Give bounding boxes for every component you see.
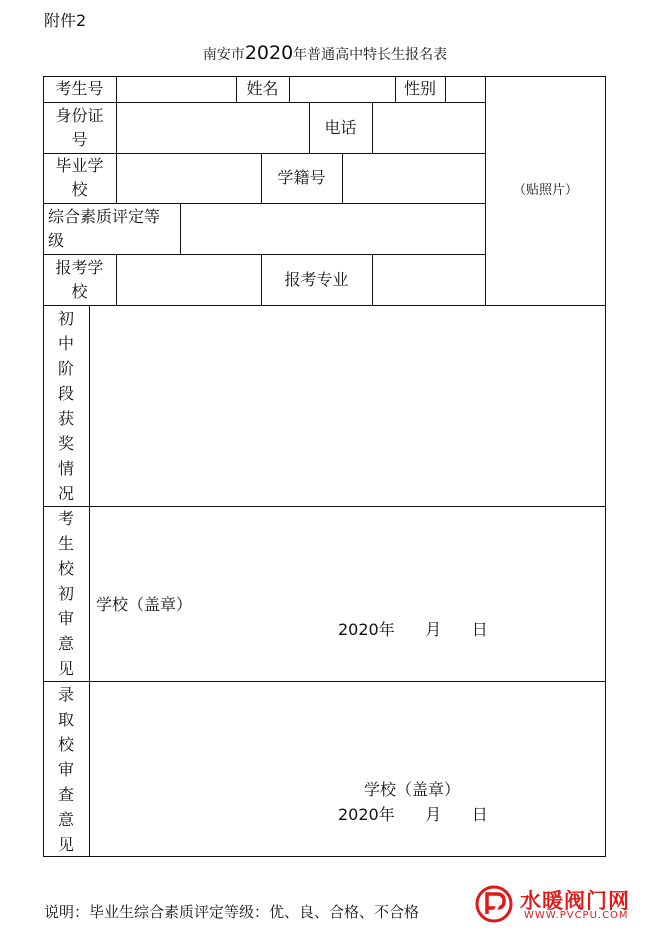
admission-review-label-char: 见 bbox=[57, 835, 74, 854]
grid-line bbox=[116, 102, 117, 153]
awards-label-char: 初 bbox=[57, 309, 74, 328]
school-review-date: 2020年 月 日 bbox=[338, 620, 488, 639]
name-label: 姓名 bbox=[246, 79, 279, 98]
admission-review-label bbox=[43, 682, 89, 857]
admission-review-label-char: 取 bbox=[57, 710, 74, 729]
awards-label-char: 奖 bbox=[57, 434, 74, 453]
title-year: 2020 bbox=[244, 42, 294, 64]
title-prefix: 南安市 bbox=[202, 47, 245, 63]
school-review-label-char: 考 bbox=[57, 509, 74, 528]
photo-placeholder: （贴照片） bbox=[512, 182, 578, 198]
grid-line bbox=[180, 203, 181, 254]
title-suffix: 年普通高中特长生报名表 bbox=[293, 47, 448, 63]
admission-review-date: 2020年 月 日 bbox=[338, 805, 488, 824]
graduation-school-label-line1: 毕业学 bbox=[55, 156, 104, 175]
footer-note: 说明：毕业生综合素质评定等级：优、良、合格、不合格 bbox=[44, 903, 420, 921]
graduation-school-label bbox=[43, 153, 116, 203]
id-number-label-line2: 号 bbox=[71, 129, 88, 149]
awards-label-char: 情 bbox=[57, 459, 74, 478]
grid-line bbox=[43, 681, 606, 682]
grid-line bbox=[372, 254, 373, 305]
grid-line bbox=[445, 76, 446, 102]
admission-review-seal: 学校（盖章） bbox=[364, 780, 461, 799]
phone-label: 电话 bbox=[324, 117, 357, 137]
quality-rating-label-line2: 级 bbox=[48, 230, 65, 250]
school-review-label bbox=[43, 506, 89, 681]
id-number-label bbox=[43, 102, 116, 153]
watermark-url: WWW.PVCPU.COM bbox=[524, 910, 629, 921]
school-review-label-char: 意 bbox=[57, 634, 74, 653]
grid-line bbox=[342, 153, 343, 203]
attachment-label: 附件2 bbox=[44, 11, 87, 30]
applied-school-label-line1: 报考学 bbox=[55, 257, 104, 277]
grid-line bbox=[372, 102, 373, 153]
id-number-label-line1: 身份证 bbox=[55, 105, 104, 125]
admission-review-label-char: 校 bbox=[57, 735, 74, 754]
school-review-label-char: 生 bbox=[57, 534, 74, 553]
grid-line bbox=[43, 305, 606, 306]
form-title bbox=[0, 42, 650, 64]
school-review-label-char: 见 bbox=[57, 659, 74, 678]
registration-form-table bbox=[43, 76, 606, 857]
watermark-logo-icon bbox=[472, 883, 516, 925]
school-review-seal: 学校（盖章） bbox=[96, 595, 193, 614]
admission-review-label-char: 录 bbox=[57, 685, 74, 704]
gender-label: 性别 bbox=[403, 79, 436, 98]
student-registry-number-label: 学籍号 bbox=[277, 168, 326, 187]
applied-major-label: 报考专业 bbox=[284, 269, 349, 289]
school-review-label-char: 校 bbox=[57, 559, 74, 578]
awards-label bbox=[43, 306, 89, 506]
awards-label-char: 获 bbox=[57, 409, 74, 428]
watermark-text: 水暖阀门网 bbox=[520, 889, 630, 913]
school-review-label-char: 审 bbox=[57, 609, 74, 628]
grid-line bbox=[116, 153, 117, 203]
awards-label-char: 况 bbox=[57, 484, 74, 503]
awards-label-char: 段 bbox=[57, 384, 74, 403]
grid-line bbox=[116, 76, 117, 102]
grid-line bbox=[43, 506, 606, 507]
applied-school-label-line2: 校 bbox=[71, 281, 88, 301]
grid-line bbox=[116, 254, 117, 305]
exam-number-label: 考生号 bbox=[55, 79, 104, 98]
admission-review-label-char: 审 bbox=[57, 760, 74, 779]
applied-school-label bbox=[43, 254, 116, 305]
admission-review-label-char: 意 bbox=[57, 810, 74, 829]
quality-rating-label-line1: 综合素质评定等 bbox=[48, 206, 161, 226]
grid-line bbox=[289, 76, 290, 102]
school-review-label-char: 初 bbox=[57, 584, 74, 603]
graduation-school-label-line2: 校 bbox=[71, 180, 88, 199]
awards-label-char: 阶 bbox=[57, 359, 74, 378]
admission-review-label-char: 查 bbox=[57, 785, 74, 804]
quality-rating-label bbox=[43, 203, 180, 254]
site-watermark bbox=[472, 883, 642, 925]
awards-label-char: 中 bbox=[57, 334, 74, 353]
grid-line bbox=[89, 305, 90, 857]
